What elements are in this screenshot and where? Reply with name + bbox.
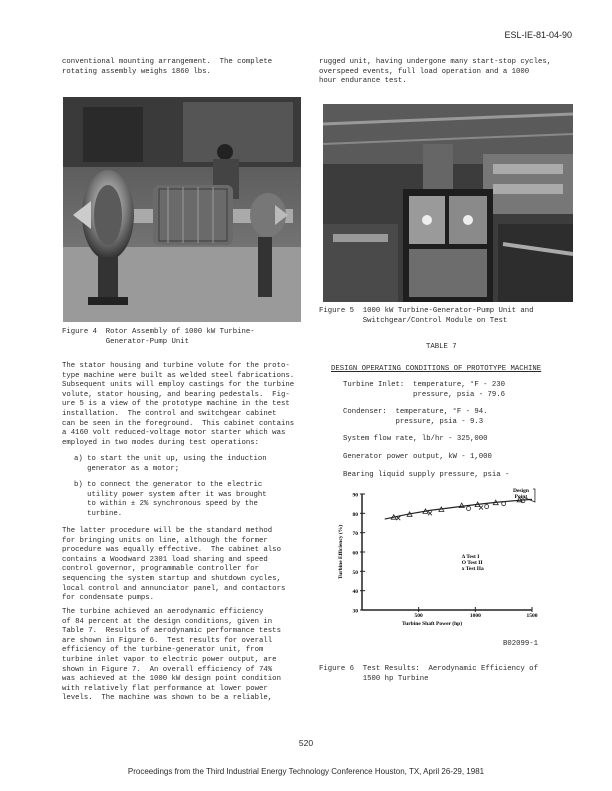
- proceedings-footer: Proceedings from the Third Industrial Energy Technology Conference Houston, TX, April 26-29, 1981: [127, 767, 485, 776]
- text-line: The stator housing and turbine volute for the proto-: [62, 362, 290, 370]
- legend-entry: x Test IIa: [461, 565, 484, 572]
- y-tick-label: 70: [352, 531, 358, 538]
- y-axis-label: Turbine Efficiency (%): [338, 524, 344, 580]
- text-line: Table 7. Results of aerodynamic performance tests: [62, 627, 281, 636]
- y-tick-label: 30: [352, 608, 358, 615]
- left-paragraph-1: [62, 362, 294, 448]
- text-line: shown in Figure 7. An overall efficiency of 74%: [62, 665, 273, 674]
- y-tick-label: 80: [352, 511, 358, 518]
- caption-line: Switchgear/Control Module on Test: [319, 316, 508, 325]
- table-row: Bearing liquid supply pressure, psia -: [343, 470, 510, 479]
- left-intro: [62, 58, 272, 77]
- text-line: employed in two modes during test operations:: [62, 438, 260, 447]
- text-line: of 84 percent at the design conditions, given in: [62, 617, 273, 626]
- text-line: hour endurance test.: [319, 77, 407, 86]
- x-tick-label: 500: [414, 613, 423, 619]
- text-line: volute, stator housing, and bearing pedestals. Fig-: [62, 390, 290, 399]
- list-line: b) to connect the generator to the electric: [74, 481, 263, 489]
- text-line: local control and annunciator panel, and contactors: [62, 584, 286, 593]
- table-row: System flow rate, lb/hr - 325,000: [343, 435, 488, 444]
- y-tick-label: 60: [352, 550, 358, 557]
- list-item-a: [74, 455, 267, 474]
- text-line: type machine were built as welded steel fabrications.: [62, 371, 295, 380]
- text-line: Subsequent units will employ castings for the turbine: [62, 381, 295, 390]
- text-line: can be seen in the foreground. This cabinet contains: [62, 419, 295, 428]
- data-point-test-ii: [467, 507, 471, 511]
- text-line: are shown in Figure 6. Test results for overall: [62, 636, 273, 645]
- x-tick-label: 1000: [469, 613, 481, 619]
- list-line: turbine.: [74, 509, 123, 518]
- text-line: contains a Woodward 2301 load sharing and speed: [62, 555, 268, 564]
- text-line: turbine inlet vapor to electric power output, are: [62, 655, 277, 664]
- caption-line: 1500 hp Turbine: [319, 674, 429, 683]
- y-tick-label: 40: [352, 589, 358, 596]
- table-row: pressure, psia - 79.6: [343, 390, 506, 399]
- text-line: levels. The machine was shown to be a reliable,: [62, 694, 273, 703]
- legend-entry: O Test II: [461, 559, 483, 566]
- text-line: with relatively flat performance at lower power: [62, 684, 268, 693]
- figure6-chart: [330, 484, 580, 644]
- caption-line: Figure 6 Test Results: Aerodynamic Efficiency of: [319, 665, 538, 673]
- list-line: generator as a motor;: [74, 464, 180, 473]
- text-line: The turbine achieved an aerodynamic efficiency: [62, 608, 264, 616]
- document-id: ESL-IE-81-04-90: [504, 30, 572, 40]
- text-line: The latter procedure will be the standard method: [62, 527, 273, 535]
- text-line: ure 5 is a view of the prototype machine in the test: [62, 400, 290, 409]
- text-line: efficiency of the turbine-generator unit, from: [62, 646, 264, 655]
- legend-entry: Δ Test I: [461, 553, 480, 560]
- figure4-caption: [62, 328, 255, 347]
- list-item-b: [74, 481, 267, 519]
- caption-line: Figure 5 1000 kW Turbine-Generator-Pump Unit and: [319, 307, 534, 315]
- text-line: sequencing the system startup and shutdown cycles,: [62, 574, 281, 583]
- list-line: to within ± 2% synchronous speed by the: [74, 500, 258, 509]
- figure-id: B02099-1: [503, 640, 539, 648]
- figure4-photo: [63, 97, 301, 322]
- text-line: conventional mounting arrangement. The complete: [62, 58, 273, 66]
- text-line: rugged unit, having undergone many start-stop cycles,: [319, 58, 552, 66]
- text-line: a 4160 volt reduced-voltage motor starter which was: [62, 429, 286, 438]
- caption-line: Generator-Pump Unit: [62, 337, 189, 346]
- x-axis-label: Turbine Shaft Power (hp): [401, 621, 463, 627]
- left-paragraph-2: [62, 527, 285, 604]
- table-row: Turbine Inlet: temperature, °F - 230: [343, 381, 506, 389]
- design-point-label: Point: [514, 494, 528, 500]
- table-label: TABLE 7: [426, 343, 457, 351]
- text-line: rotating assembly weighs 1860 lbs.: [62, 67, 211, 76]
- figure6-caption: [319, 665, 538, 684]
- table-rows: [343, 381, 509, 480]
- text-line: procedure was equally effective. The cabinet also: [62, 546, 281, 555]
- table-title: DESIGN OPERATING CONDITIONS OF PROTOTYPE MACHINE: [331, 365, 542, 373]
- text-line: for condensate pumps.: [62, 594, 154, 603]
- design-point-label: Design: [512, 488, 529, 494]
- data-point-test-ii: [502, 502, 506, 506]
- figure5-photo: [323, 104, 573, 302]
- figure5-caption: [319, 307, 534, 326]
- y-tick-label: 50: [352, 569, 358, 576]
- text-line: overspeed events, full load operation and a 1000: [319, 67, 530, 76]
- table-row: Condenser: temperature, °F - 94.: [343, 408, 488, 417]
- text-line: was achieved at the 1000 kW design point condition: [62, 675, 281, 684]
- list-line: a) to start the unit up, using the induction: [74, 455, 267, 463]
- caption-line: Figure 4 Rotor Assembly of 1000 kW Turbine-: [62, 328, 255, 336]
- text-line: installation. The control and switchgear cabinet: [62, 409, 277, 418]
- test-installation-image: [323, 104, 573, 302]
- x-tick-label: 1500: [526, 613, 538, 619]
- text-line: for bringing units on line, although the former: [62, 536, 268, 545]
- data-point-test-iia: [479, 506, 483, 510]
- text-line: control governor, programmable controller for: [62, 565, 260, 574]
- right-intro: [319, 58, 551, 87]
- left-paragraph-3: [62, 608, 281, 704]
- data-point-test-ii: [485, 505, 489, 509]
- rotor-assembly-image: [63, 97, 301, 322]
- page-number: 520: [298, 738, 314, 748]
- data-point-test-iia: [428, 511, 432, 515]
- table-row: Generator power output, kW - 1,000: [343, 452, 492, 461]
- table-row: pressure, psia - 9.3: [343, 417, 484, 426]
- list-line: utility power system after it was brought: [74, 490, 267, 499]
- y-tick-label: 90: [352, 492, 358, 499]
